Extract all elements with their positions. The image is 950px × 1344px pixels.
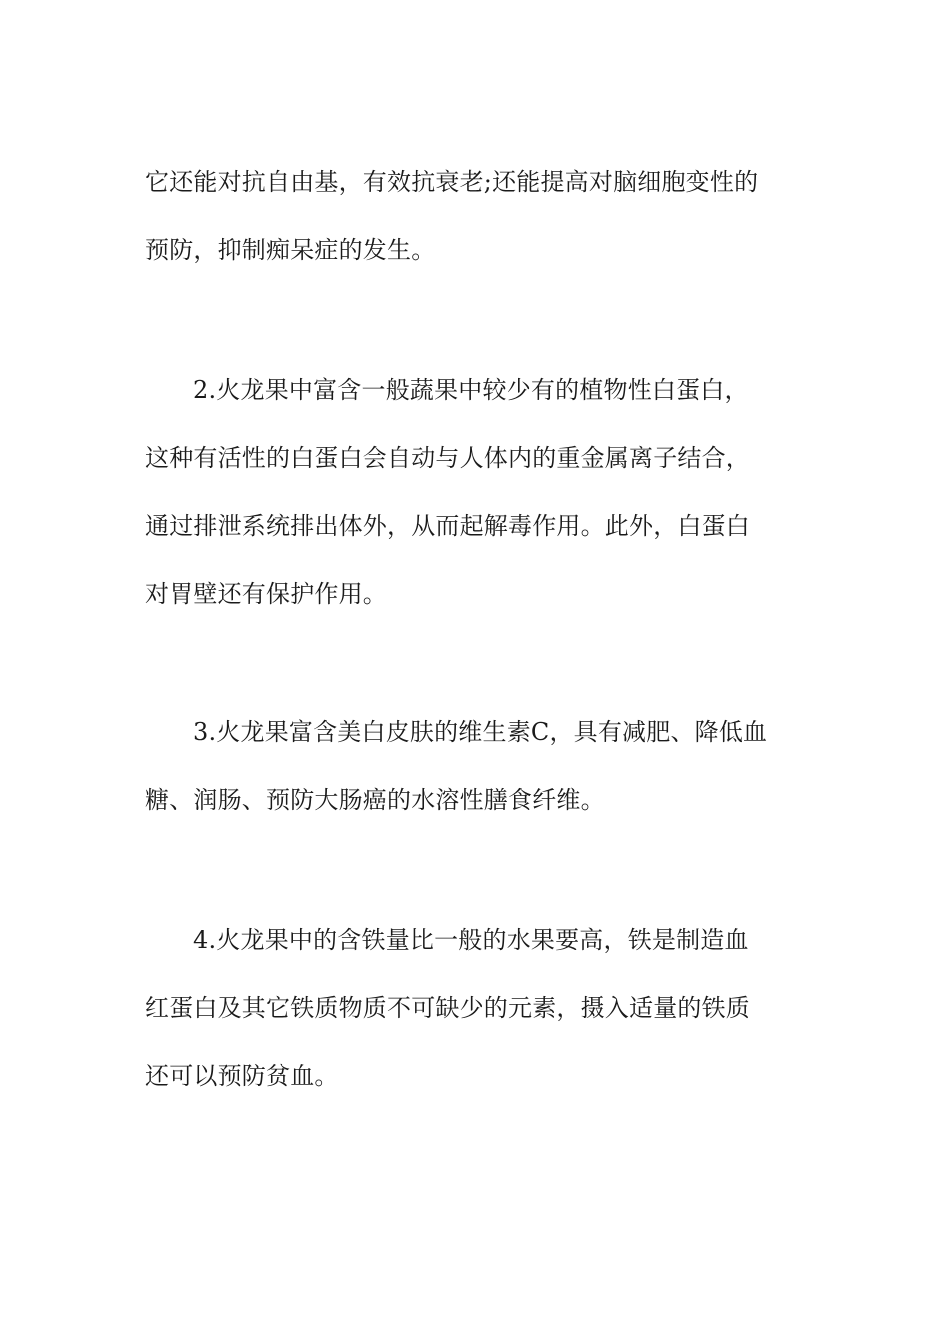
- text-line: 3.火龙果富含美白皮肤的维生素C，具有减肥、降低血: [193, 718, 768, 746]
- text-line: 它还能对抗自由基，有效抗衰老;还能提高对脑细胞变性的: [145, 168, 759, 196]
- text-line: 还可以预防贫血。: [145, 1062, 339, 1090]
- text-line: 红蛋白及其它铁质物质不可缺少的元素，摄入适量的铁质: [145, 994, 750, 1022]
- text-line: 通过排泄系统排出体外，从而起解毒作用。此外，白蛋白: [145, 512, 750, 540]
- text-line: 这种有活性的白蛋白会自动与人体内的重金属离子结合，: [145, 444, 750, 472]
- text-line: 糖、润肠、预防大肠癌的水溶性膳食纤维。: [145, 786, 605, 814]
- text-line: 4.火龙果中的含铁量比一般的水果要高，铁是制造血: [193, 926, 749, 954]
- text-line: 对胃壁还有保护作用。: [145, 580, 387, 608]
- text-line: 预防，抑制痴呆症的发生。: [145, 236, 436, 264]
- text-line: 2.火龙果中富含一般蔬果中较少有的植物性白蛋白，: [193, 376, 749, 404]
